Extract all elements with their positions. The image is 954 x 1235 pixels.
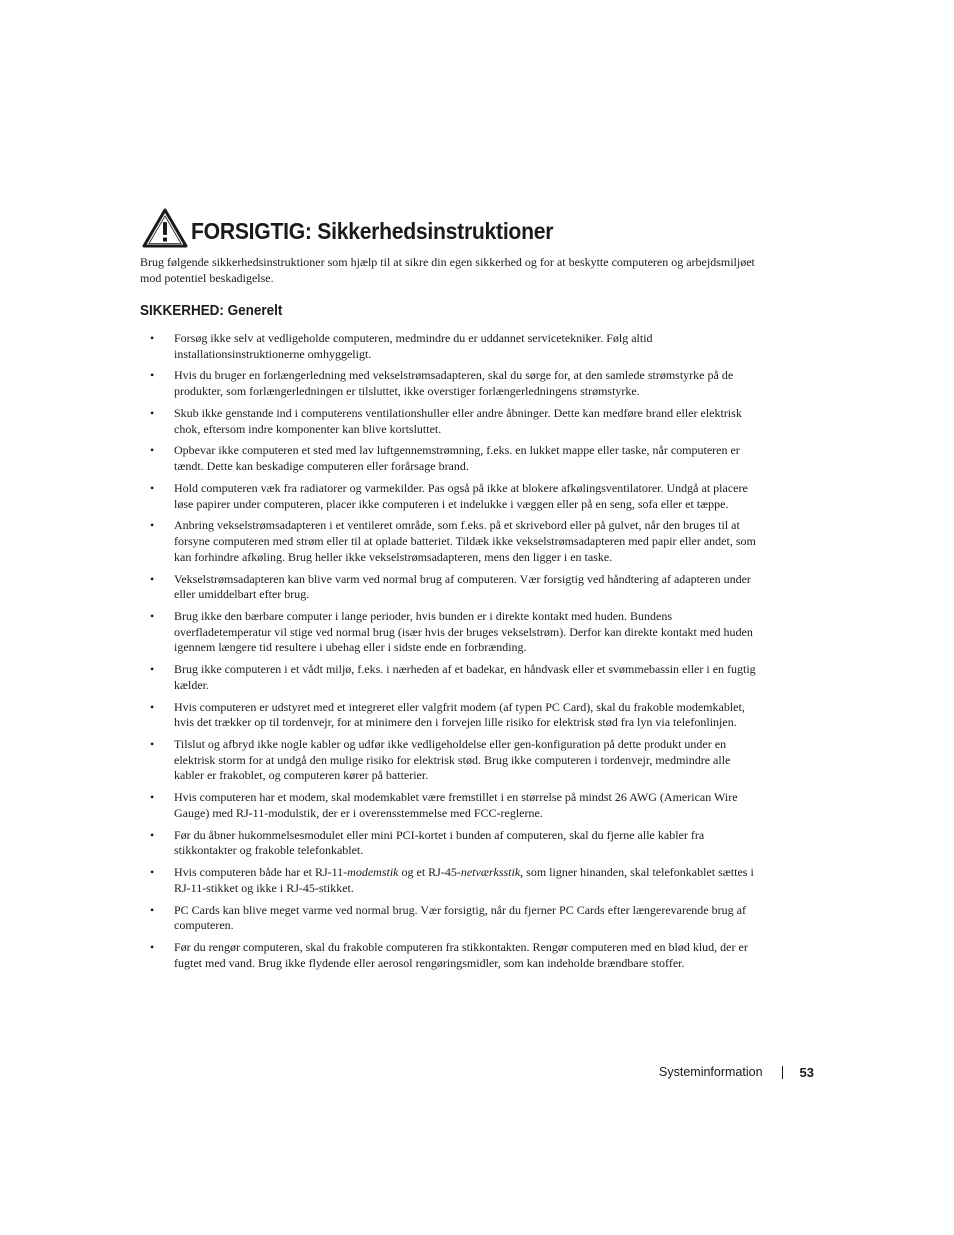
list-item [148, 406, 758, 437]
bullet-icon: • [150, 790, 155, 805]
list-item [148, 790, 758, 821]
list-item [148, 940, 758, 971]
title-row [142, 208, 585, 248]
list-item [148, 903, 758, 934]
list-item-text: Før du åbner hukommelsesmodulet eller mini PCI-kortet i bunden af computeren, skal du fjerne alle kabler fra stikkontakter og frakoble telefonkablet. [174, 827, 705, 858]
list-item-text: Hvis du bruger en forlængerledning med vekselstrømsadapteren, skal du sørge for, at den samlede strømstyrke på de produkter, som forlængerledningen er tilsluttet, ikke overstiger forlængerledningens strømstyrke. [174, 368, 734, 399]
list-item-text: PC Cards kan blive meget varme ved normal brug. Vær forsigtig, når du fjerner PC Cards efter længerevarende brug af computeren. [174, 902, 746, 933]
bullet-icon: • [150, 662, 155, 677]
bullet-icon: • [150, 331, 155, 345]
rj-text-2: og et RJ-45- [398, 865, 461, 880]
list-item [148, 443, 758, 474]
safety-list [148, 331, 758, 978]
list-item [148, 609, 758, 656]
list-item-text: Brug ikke computeren i et vådt miljø, f.eks. i nærheden af et badekar, en håndvask eller et svømmebassin eller i en fugtig kælder. [174, 662, 756, 692]
bullet-icon: • [150, 608, 155, 623]
bullet-icon: • [150, 699, 155, 714]
bullet-icon: • [150, 571, 155, 586]
list-item-text: Anbring vekselstrømsadapteren i et ventileret område, som f.eks. på et skrivebord eller på gulvet, når den bruges til at forsyne computeren med strøm eller til at oplade batteriet. Tildæk ikke vekselstrømsadapteren med papir eller andet, som kan forhindre afkøling. Brug heller ikke vekselstrømsadapteren, mens den ligger i en taske. [174, 518, 756, 564]
list-item-text: Hold computeren væk fra radiatorer og varmekilder. Pas også på ikke at blokere afkølingsventilatorer. Undgå at placere løse papirer under computeren, placer ikke computeren i et indelukke i væggen eller på en seng, sofa eller et tæppe. [174, 480, 748, 511]
list-item-text: Vekselstrømsadapteren kan blive varm ved normal brug af computeren. Vær forsigtig ved håndtering af adapteren under eller umiddelbart efter brug. [174, 571, 751, 602]
page-footer [600, 1062, 814, 1082]
rj-text-3: , som ligner hinanden, skal telefonkablet sættes i RJ-11-stikket og ikke i RJ-45-stikket. [174, 865, 754, 895]
bullet-icon: • [150, 368, 155, 383]
list-item [148, 700, 758, 731]
list-item-text: Tilslut og afbryd ikke nogle kabler og udfør ikke vedligeholdelse eller gen-konfiguration på dette produkt under en elektrisk storm for at undgå den mulige risiko for elektrisk stød. Brug ikke computeren i tordenvejr, medmindre alle kabler er frakoblet, og computeren kører på batterier. [174, 737, 731, 783]
warning-triangle-icon [142, 208, 188, 248]
rj-emphasis-modemstik: modemstik [347, 865, 399, 880]
bullet-icon: • [150, 827, 155, 842]
list-item-text: Hvis computeren har et modem, skal modemkablet være fremstillet i en størrelse på mindst 26 AWG (American Wire Gauge) med RJ-11-modulstik, der er i overensstemmelse med FCC-reglerne. [174, 790, 738, 820]
list-item [148, 662, 758, 693]
bullet-icon: • [150, 940, 155, 955]
list-item-text: Brug ikke den bærbare computer i lange perioder, hvis bunden er i direkte kontakt med huden. Bundens overfladetemperatur vil stige ved normal brug (især hvis der bruges vekselstrøm). Derfor kan direkte kontakt med huden igennem længere tid resultere i ubehag eller i sidste ende en forbrænding. [174, 608, 753, 655]
bullet-icon: • [150, 518, 155, 533]
bullet-icon: • [150, 865, 155, 880]
bullet-icon: • [150, 480, 155, 495]
footer-section-label: Systeminformation [659, 1065, 763, 1079]
list-item-text: Før du rengør computeren, skal du frakoble computeren fra stikkontakten. Rengør computeren med en blød klud, der er fugtet med vand. Brug ikke flydende eller aerosol rengøringsmidler, som kan indeholde brændbare stoffer. [174, 940, 748, 970]
list-item-text: Opbevar ikke computeren et sted med lav luftgennemstrømning, f.eks. en lukket mappe eller taske, når computeren er tændt. Dette kan beskadige computeren eller forårsage brand. [174, 443, 740, 474]
bullet-icon: • [150, 737, 155, 752]
list-item-text: Hvis computeren er udstyret med et integreret eller valgfrit modem (af typen PC Card), skal du frakoble modemkablet, hvis det trækker op til tordenvejr, for at minimere den i forvejen lille risiko for elektrisk stød fra lyn via telefonlinjen. [174, 699, 745, 730]
list-item [148, 518, 758, 565]
list-item [148, 331, 758, 362]
list-item-text: Forsøg ikke selv at vedligeholde computeren, medmindre du er uddannet servicetekniker. Følg altid installationsinstruktionerne omhyggeligt. [174, 331, 653, 361]
list-item [148, 368, 758, 399]
list-item [148, 828, 758, 859]
bullet-icon: • [150, 902, 155, 917]
list-item-text: Skub ikke genstande ind i computerens ventilationshuller eller andre åbninger. Dette kan medføre brand eller elektrisk chok, eftersom indre komponenter kan blive kortsluttet. [174, 405, 742, 436]
list-item [148, 865, 758, 896]
bullet-icon: • [150, 443, 155, 458]
intro-paragraph: Brug følgende sikkerhedsinstruktioner som hjælp til at sikre din egen sikkerhed og for at beskytte computeren og arbejdsmiljøet mod potentiel beskadigelse. [140, 255, 755, 285]
page-title: FORSIGTIG: Sikkerhedsinstruktioner [191, 217, 554, 244]
bullet-icon: • [150, 405, 155, 420]
rj-emphasis-netvaerksstik: netværksstik [460, 865, 521, 880]
list-item [148, 572, 758, 603]
footer-divider [782, 1066, 783, 1079]
list-item [148, 737, 758, 784]
list-item-text [174, 865, 754, 895]
section-heading: SIKKERHED: Generelt [140, 303, 283, 319]
list-item [148, 481, 758, 512]
rj-text-1: Hvis computeren både har et RJ-11- [174, 865, 348, 880]
page-number: 53 [799, 1064, 814, 1080]
